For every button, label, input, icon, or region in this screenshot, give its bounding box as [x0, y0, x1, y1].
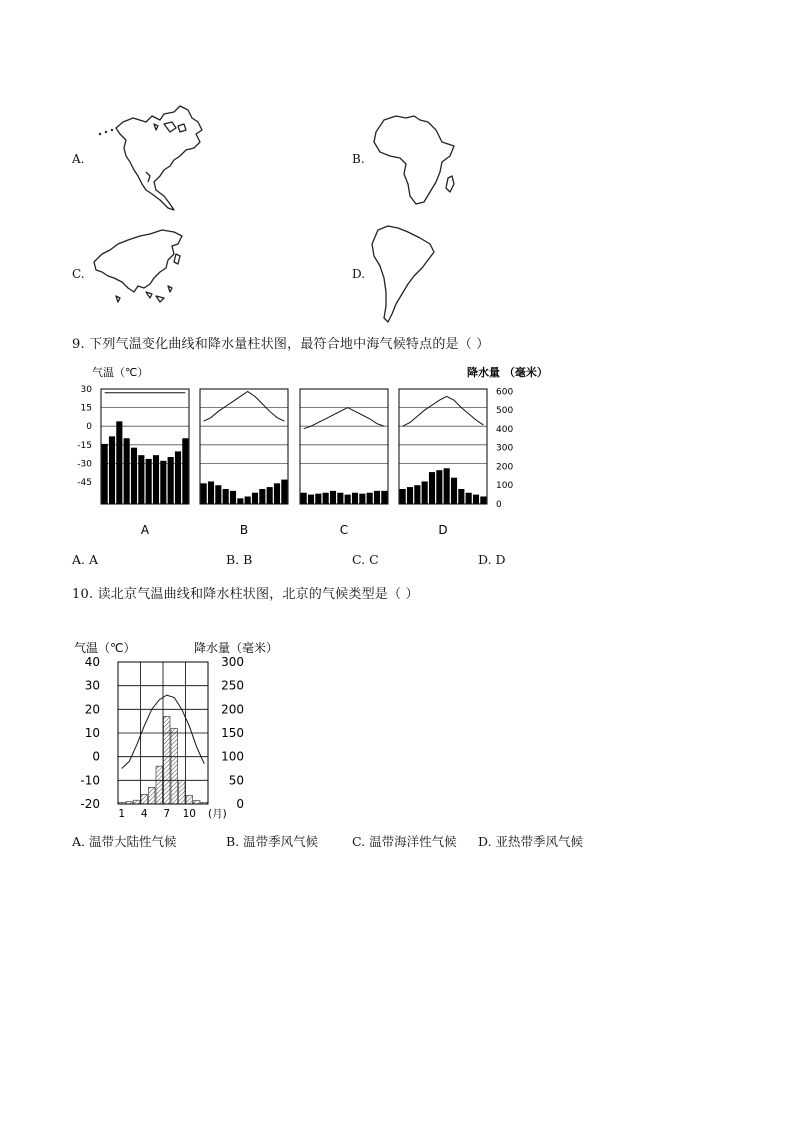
q9-precip-bar	[473, 495, 479, 504]
option-d-label: D.	[352, 267, 366, 281]
q9-answer-b[interactable]: B. B	[226, 552, 253, 567]
q9-precip-bar	[480, 496, 486, 504]
q9-precip-bar	[352, 493, 358, 504]
q10-left-tick: -10	[80, 773, 100, 788]
q9-answer-d[interactable]: D. D	[478, 552, 506, 567]
q10-precip-bar	[141, 795, 148, 804]
q9-precip-bar	[429, 472, 435, 504]
q9-precip-bar	[400, 489, 406, 504]
q10-x-unit: (月)	[208, 808, 227, 820]
q9-precip-bar	[245, 496, 251, 504]
q9-left-tick: -30	[77, 459, 92, 470]
q9-temp-line	[403, 396, 484, 426]
q10-right-tick: 200	[221, 702, 244, 717]
q10-right-axis-label: 降水量（毫米）	[194, 641, 279, 655]
q9-right-tick: 400	[496, 424, 514, 435]
q9-precip-bar	[160, 461, 166, 504]
q9-panel-d	[399, 389, 487, 537]
q9-precip-bar	[451, 478, 457, 504]
option-b-label: B.	[352, 152, 365, 166]
q9-precip-bar	[374, 491, 380, 504]
q10-answer-b[interactable]: B. 温带季风气候	[226, 834, 319, 849]
q9-panel-label: A	[140, 523, 150, 537]
q9-precip-bar	[131, 448, 137, 504]
q10-answer-c[interactable]: C. 温带海洋性气候	[352, 834, 457, 849]
q9-temp-line	[204, 391, 285, 421]
q10-left-axis-label: 气温（℃）	[74, 641, 136, 655]
q9-precip-bar	[330, 491, 336, 504]
q9-panel-b	[200, 389, 288, 537]
africa-map-icon	[370, 112, 460, 208]
q9-panel-c	[300, 389, 388, 537]
q9-precip-bar	[323, 493, 329, 504]
q9-precip-bar	[381, 491, 387, 504]
q9-precip-bar	[308, 495, 314, 504]
q9-answer-a[interactable]: A. A	[72, 552, 99, 567]
q9-left-axis-label: 气温（℃）	[92, 366, 149, 379]
q9-precip-bar	[267, 487, 273, 504]
q10-left-tick: 20	[84, 702, 100, 717]
q10-precip-bar	[149, 787, 156, 804]
question-10-stem: 10. 读北京气温曲线和降水柱状图，北京的气候类型是（ ）	[72, 587, 419, 602]
north-america-map-icon	[88, 100, 213, 212]
q9-precip-bar	[138, 455, 144, 504]
q9-precip-bar	[102, 444, 108, 504]
q9-precip-bar	[414, 485, 420, 504]
q9-precip-bar	[422, 481, 428, 504]
q9-precip-bar	[201, 483, 207, 504]
q9-right-tick: 0	[496, 500, 502, 510]
q9-precip-bar	[259, 489, 265, 504]
q9-precip-bar	[466, 493, 472, 504]
q9-right-tick: 100	[496, 481, 514, 492]
q9-right-tick: 300	[496, 443, 514, 454]
q9-precip-bar	[252, 493, 258, 504]
q9-precip-bar	[175, 451, 181, 504]
q9-right-tick: 200	[496, 462, 514, 473]
q10-left-tick: -20	[80, 797, 100, 811]
south-america-map-icon	[368, 222, 440, 324]
question-9-stem: 9. 下列气温变化曲线和降水量柱状图，最符合地中海气候特点的是（ ）	[72, 337, 490, 352]
q9-precip-bar	[281, 480, 287, 504]
q10-precip-bar	[186, 795, 193, 804]
q9-left-tick: -45	[77, 478, 92, 488]
q9-left-tick: 0	[86, 422, 92, 433]
q9-panel-label: D	[438, 523, 448, 537]
q9-right-tick: 500	[496, 406, 514, 417]
q9-precip-bar	[153, 455, 159, 504]
q10-x-tick: 7	[163, 808, 171, 820]
q9-precip-bar	[237, 498, 243, 504]
option-c-label: C.	[72, 267, 85, 281]
q10-answer-d[interactable]: D. 亚热带季风气候	[478, 834, 584, 849]
q10-right-tick: 100	[221, 749, 244, 764]
question-10-beijing-climate-chart	[68, 636, 298, 820]
q9-panel-a	[101, 389, 189, 537]
q9-right-axis-label: 降水量 （毫米）	[467, 366, 548, 379]
q9-precip-bar	[230, 491, 236, 504]
q9-precip-bar	[359, 494, 365, 504]
q9-precip-bar	[124, 438, 130, 504]
q9-precip-bar	[301, 493, 307, 504]
q9-panel-frame	[300, 389, 388, 504]
q10-precip-bar	[134, 800, 141, 804]
q9-panel-label: C	[339, 523, 349, 537]
q10-x-tick: 10	[182, 808, 196, 820]
q9-left-tick: 15	[80, 403, 92, 414]
q10-precip-bar	[156, 766, 163, 804]
q9-precip-bar	[345, 495, 351, 504]
q9-precip-bar	[146, 459, 152, 504]
q10-right-tick: 150	[221, 726, 244, 740]
q9-precip-bar	[315, 494, 321, 504]
q9-panel-label: B	[239, 523, 249, 537]
q10-right-tick: 0	[236, 797, 244, 811]
question-9-climate-charts	[70, 362, 560, 542]
option-a-label: A.	[72, 152, 85, 166]
q9-precip-bar	[444, 468, 450, 504]
q10-answer-a[interactable]: A. 温带大陆性气候	[72, 834, 177, 849]
q9-precip-bar	[274, 483, 280, 504]
q9-precip-bar	[182, 438, 188, 504]
q9-precip-bar	[109, 436, 115, 504]
q9-precip-bar	[367, 493, 373, 504]
q9-precip-bar	[458, 489, 464, 504]
q9-precip-bar	[223, 489, 229, 504]
q9-left-tick: 30	[80, 385, 92, 395]
q10-x-tick: 4	[140, 808, 148, 820]
q10-right-tick: 50	[228, 773, 244, 788]
q10-x-tick: 1	[118, 808, 126, 820]
q9-temp-line	[304, 408, 385, 429]
q10-left-tick: 0	[92, 749, 100, 764]
asia-map-icon	[88, 226, 188, 306]
q9-left-tick: -15	[77, 440, 92, 451]
q10-precip-bar	[179, 780, 186, 804]
q10-precip-bar	[171, 728, 178, 804]
q10-right-tick: 250	[221, 678, 244, 693]
q9-precip-bar	[407, 487, 413, 504]
q9-precip-bar	[208, 481, 214, 504]
q9-precip-bar	[436, 470, 442, 504]
q10-right-tick: 300	[221, 655, 244, 669]
q10-left-tick: 10	[84, 726, 100, 740]
q10-precip-bar	[164, 716, 171, 804]
q9-precip-bar	[168, 457, 174, 504]
q10-left-tick: 40	[84, 655, 100, 669]
q9-precip-bar	[337, 493, 343, 504]
q9-precip-bar	[215, 485, 221, 504]
q9-panel-frame	[399, 389, 487, 504]
q10-left-tick: 30	[84, 678, 100, 693]
q9-precip-bar	[116, 421, 122, 504]
q9-right-tick: 600	[496, 387, 514, 398]
q9-answer-c[interactable]: C. C	[352, 552, 379, 567]
